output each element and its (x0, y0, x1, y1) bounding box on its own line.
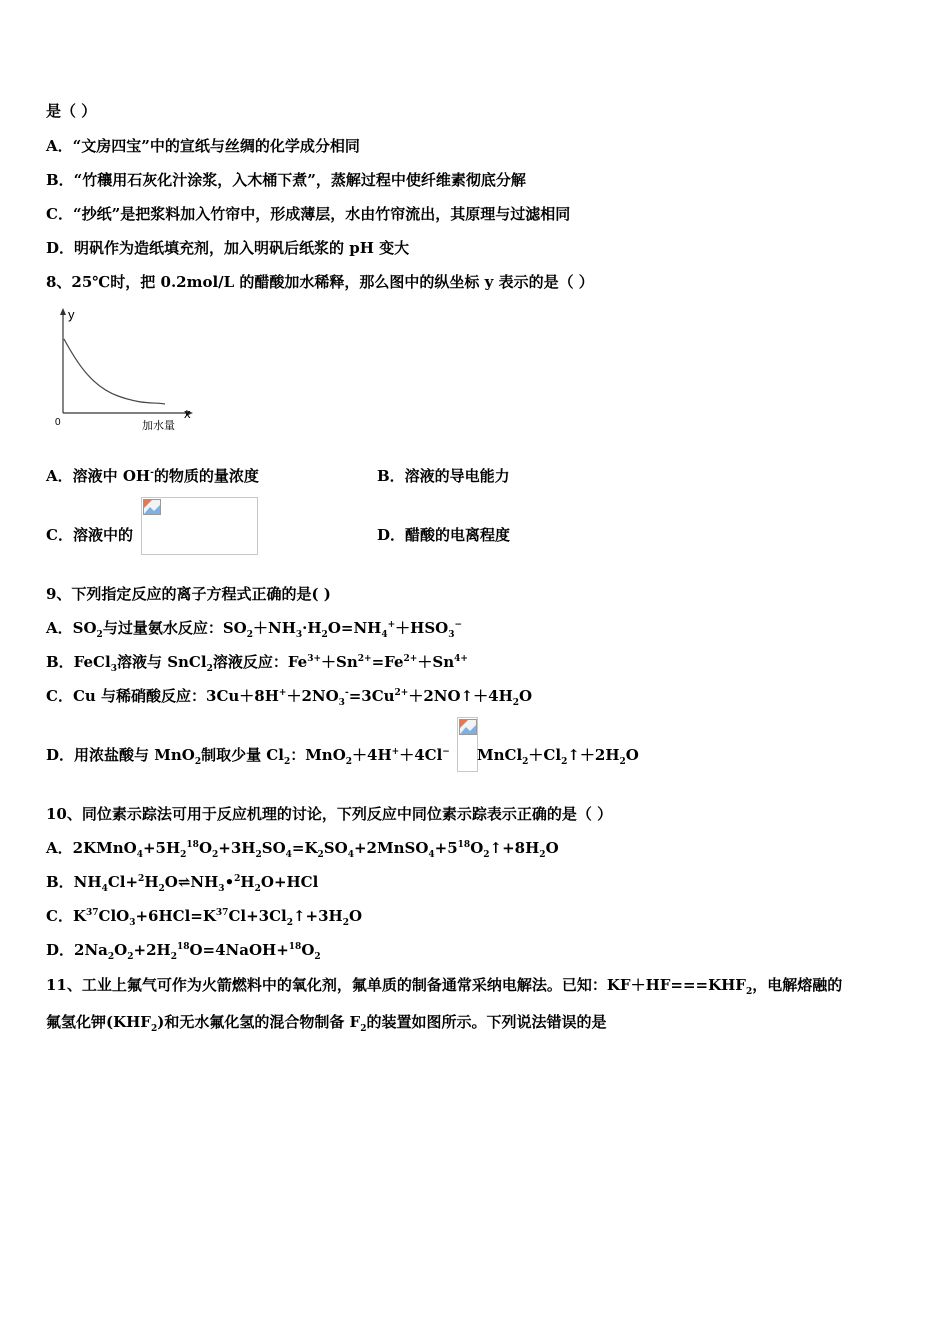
q10-stem: 10、同位素示踪法可用于反应机理的讨论，下列反应中同位素示踪表示正确的是（ ） (46, 805, 613, 823)
q9-option-d-left: D．用浓盐酸与 MnO$_2$制取少量 $Cl_2$：MnO$_2$＋4H+＋4Cl− (46, 746, 450, 767)
q9-option-a: A．$SO_2$与过量氨水反应：$SO_2+NH_3\cdot H_2O=NH_4^++HSO_3^-$ (46, 619, 463, 640)
q8-option-b: B．溶液的导电能力 (377, 467, 510, 485)
q10-option-d: D．$2Na_2O_2+2H_2^{18}O=4NaOH+^{18}O_2$ (46, 941, 321, 962)
x-axis-title: 加水量 (142, 419, 175, 432)
broken-image-icon (143, 499, 161, 515)
dilution-curve (64, 339, 165, 404)
q8-option-d: D．醋酸的电离程度 (377, 526, 511, 544)
q9-option-d-right: $MnCl_2+Cl_2↑+2H_2O$ (477, 746, 639, 767)
broken-image-icon (459, 719, 477, 735)
q7-option-b: B．“竹穰用石灰化汁涂浆，入木桶下煮”，蒸解过程中使纤维素彻底分解 (46, 171, 526, 189)
x-axis-label: x (184, 406, 191, 421)
q8-option-c: C．溶液中的 (46, 526, 133, 544)
y-axis-arrow (60, 308, 66, 315)
q7-option-d: D．明矾作为造纸填充剂，加入明矾后纸浆的 pH 变大 (46, 239, 410, 257)
q10-option-c: C．$K^{37}ClO_3+6HCl=K^{37}Cl+3Cl_2↑+3H_2O$ (46, 907, 363, 928)
broken-image-placeholder (141, 497, 258, 555)
q9-option-c: C．Cu 与稀硝酸反应：$3Cu+8H^++2NO_3^-=3Cu^{2+}+2NO↑+4H_2O$ (46, 687, 533, 708)
q11-stem-line1: 11、工业上氟气可作为火箭燃料中的氧化剂，氟单质的制备通常采纳电解法。已知：$KF+HF===KHF_2$，电解熔融的 (46, 976, 843, 997)
origin-label: 0 (55, 417, 61, 428)
q10-option-b: B．$NH_4Cl+^2H_2O\rightleftharpoons NH_3•^2H_2O+HCl$ (46, 873, 319, 894)
q9-option-b: B．FeCl$_3$溶液与 SnCl$_2$溶液反应：$Fe^{3+}+Sn^{2+}=Fe^{2+}+Sn^{4+}$ (46, 653, 468, 674)
dilution-graph (48, 305, 198, 435)
broken-image-placeholder (457, 717, 478, 772)
y-axis-label: y (68, 307, 75, 322)
q10-option-a: A．$2KMnO_4+5H_2^{18}O_2+3H_2SO_4=K_2SO_4+2MnSO_4+5^{18}O_2↑+8H_2O$ (46, 839, 559, 860)
q9-stem: 9、下列指定反应的离子方程式正确的是( ) (46, 585, 331, 603)
q8-option-a: A．溶液中 OH-的物质的量浓度 (46, 467, 259, 485)
q7-stem-tail: 是（ ） (46, 102, 97, 120)
q7-option-a: A．“文房四宝”中的宣纸与丝绸的化学成分相同 (46, 137, 360, 155)
q8-stem: 8、25℃时，把 0.2mol/L 的醋酸加水稀释，那么图中的纵坐标 y 表示的是（ ） (46, 273, 594, 291)
q7-option-c: C．“抄纸”是把浆料加入竹帘中，形成薄层，水由竹帘流出，其原理与过滤相同 (46, 205, 571, 223)
q11-stem-line2: 氟氢化钾$(KHF_2)$和无水氟化氢的混合物制备 $F_2$的装置如图所示。下列说法错误的是 (46, 1013, 607, 1034)
